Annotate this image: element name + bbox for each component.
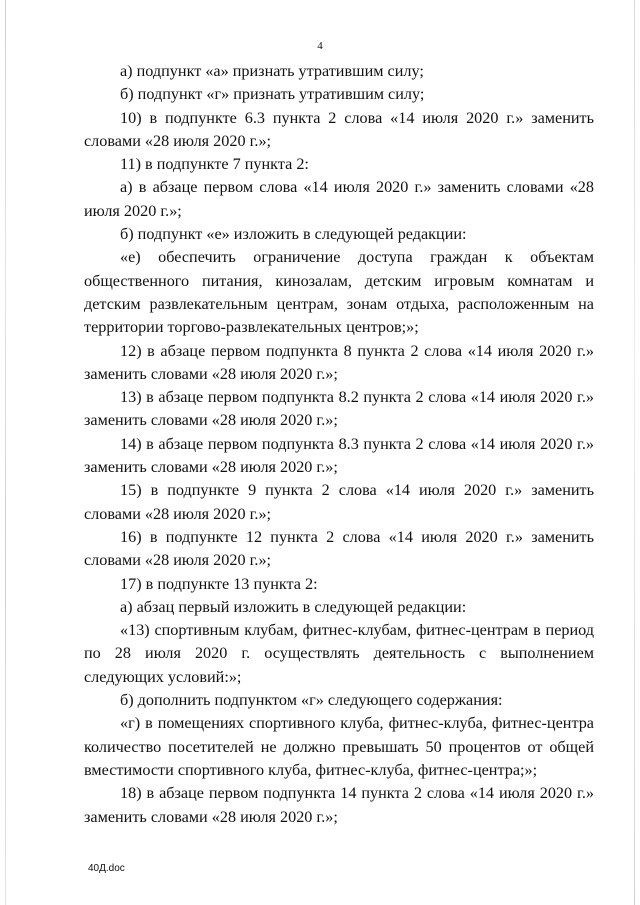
paragraph: 14) в абзаце первом подпункта 8.3 пункта 2 слова «14 июля 2020 г.» заменить словами «28 июля 2020 г.»;	[84, 434, 594, 477]
paragraph: «г) в помещениях спортивного клуба, фитнес-клуба, фитнес-центра количество посетителей не должно превышать 50 процентов от общей вместимости спортивного клуба, фитнес-клуба, фитнес-центра;»;	[84, 714, 594, 779]
document-body	[84, 60, 594, 829]
page-number: 4	[317, 40, 323, 52]
paragraph: 10) в подпункте 6.3 пункта 2 слова «14 июля 2020 г.» заменить словами «28 июля 2020 г.»;	[84, 108, 594, 150]
paragraph: б) подпункт «г» признать утратившим силу;	[120, 85, 425, 104]
paragraph: а) в абзаце первом слова «14 июля 2020 г.» заменить словами «28 июля 2020 г.»;	[84, 178, 594, 220]
scan-edge-right	[634, 0, 635, 905]
paragraph: а) подпункт «а» признать утратившим силу;	[120, 62, 424, 80]
paragraph: 13) в абзаце первом подпункта 8.2 пункта 2 слова «14 июля 2020 г.» заменить словами «28 июля 2020 г.»;	[84, 388, 594, 430]
paragraph: б) подпункт «е» изложить в следующей редакции:	[120, 225, 467, 244]
scan-edge-left	[5, 0, 6, 905]
paragraph: б) дополнить подпунктом «г» следующего содержания:	[120, 691, 503, 710]
paragraph: 16) в подпункте 12 пункта 2 слова «14 июля 2020 г.» заменить словами «28 июля 2020 г.»;	[84, 527, 594, 570]
paragraph: 12) в абзаце первом подпункта 8 пункта 2 слова «14 июля 2020 г.» заменить словами «28 июля 2020 г.»;	[84, 341, 594, 383]
paragraph: 17) в подпункте 13 пункта 2:	[120, 574, 318, 593]
paragraph: 11) в подпункте 7 пункта 2:	[120, 155, 309, 174]
paragraph: «е) обеспечить ограничение доступа граждан к объектам общественного питания, кинозалам, детским игровым комнатам и детским развлекательным центрам, зонам отдыха, расположенным на территории торгово-развлекательных центров;»;	[84, 248, 594, 337]
paragraph: «13) спортивным клубам, фитнес-клубам, фитнес-центрам в период по 28 июля 2020 г. осуществлять деятельность с выполнением следующих условий:»;	[84, 621, 594, 686]
paragraph: 15) в подпункте 9 пункта 2 слова «14 июля 2020 г.» заменить словами «28 июля 2020 г.»;	[84, 481, 594, 523]
footer-filename: 40Д.doc	[88, 863, 125, 874]
paragraph: а) абзац первый изложить в следующей редакции:	[120, 597, 467, 616]
paragraph: 18) в абзаце первом подпункта 14 пункта 2 слова «14 июля 2020 г.» заменить словами «28 июля 2020 г.»;	[84, 784, 594, 826]
